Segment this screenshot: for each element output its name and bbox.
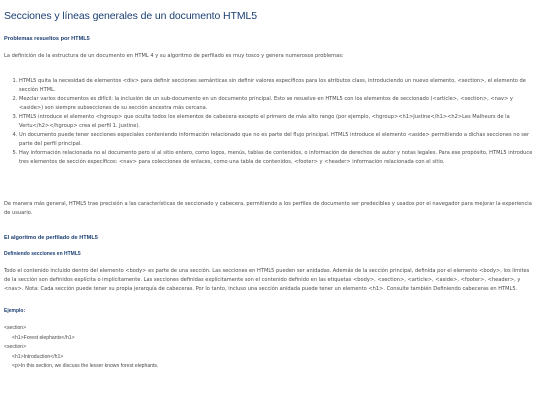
code-line: <p>In this section, we discuss the lesser known forest elephants. (12, 363, 159, 369)
summary-paragraph: De manera más general, HTML5 trae precisión a las características de seccionado y cabecera, permitiendo a los perfiles de documento ser predecibles y usados por el navegador para mejorar la experiencia de usuario. (4, 201, 532, 216)
list-item: 3. HTML5 introduce el elemento <hgroup> que oculta todos los elementos de cabecera excepto el primero de más alto rango (por ejemplo, <hgroup><h1>Justine</h1><h2>Les Malheurs de la Vertu</h2></hgroup> crea el perfil 1. Justine). (19, 113, 534, 131)
code-example (4, 324, 534, 372)
define-sections-paragraph: Todo el contenido incluido dentro del elemento <body> es parte de una sección. Las secciones en HTML5 pueden ser anidadas. Además de la sección principal, definida por el elemento <body>, los límites de la sección son definidos explícita o implícitamente. Las secciones definidas explícitamente son el contenido definido en las etiquetas <body>, <section>, <article>, <aside>, <footer>, <header>, y <nav>. Nota: Cada sección puede tener su propia jerarquía de cabeceras. Por lo tanto, incluso una sección anidada puede tener un elemento <h1>. Consulte también Definiendo cabeceras en HTML5. (4, 268, 530, 292)
list-item: 1. HTML5 quita la necesidad de elementos <div> para definir secciones semánticas sin definir valores específicos para los atributos class, introduciendo un nuevo elemento, <section>, el elemento de sección HTML. (19, 77, 534, 95)
code-line: <section> (4, 344, 27, 350)
list-item: 4. Un documento puede tener secciones especiales conteniendo información relacionado que no es parte del flujo principal. HTML5 introduce el elemento <aside> permitiendo a dichas secciones no ser parte del perfil principal. (19, 131, 534, 149)
code-line: <h1>Forest elephants</h1> (12, 334, 75, 341)
list-item: 5. Hay información relacionada no al documento pero sí al sitio entero, como logos, menús, tablas de contenidos, o información de derechos de autor y notas legales. Para ese propósito, HTML5 introduce tres elementos de sección específicos: <nav> para colecciones de enlaces, como una tabla de contenidos, <footer> y <header> información relacionada con el sitio. (19, 149, 534, 167)
code-line: <section> (4, 325, 27, 331)
intro-paragraph: La definición de la estructura de un documento en HTML 4 y su algoritmo de perfilado es muy tosco y genera numerosos problemas: (4, 53, 344, 59)
list-item: 2. Mezclar varios documentos es difícil: la inclusión de un sub-documento en un documento principal. Esto se resuelve en HTML5 con los elementos de seccionado (<article>, <section>, <nav> y <aside>) son siempre subsecciones de su sección ancestra más cercana. (19, 95, 534, 113)
page-title: Secciones y líneas generales de un documento HTML5 (4, 10, 257, 22)
example-heading: Ejemplo: (4, 308, 26, 314)
code-line: <h1>Introduction</h1> (12, 353, 64, 360)
problems-heading: Problemas resueltos por HTML5 (4, 36, 90, 42)
define-sections-heading: Definiendo secciones en HTML5 (4, 251, 81, 257)
problems-list (4, 77, 534, 167)
algorithm-heading: El algoritmo de perfilado de HTML5 (4, 235, 98, 241)
